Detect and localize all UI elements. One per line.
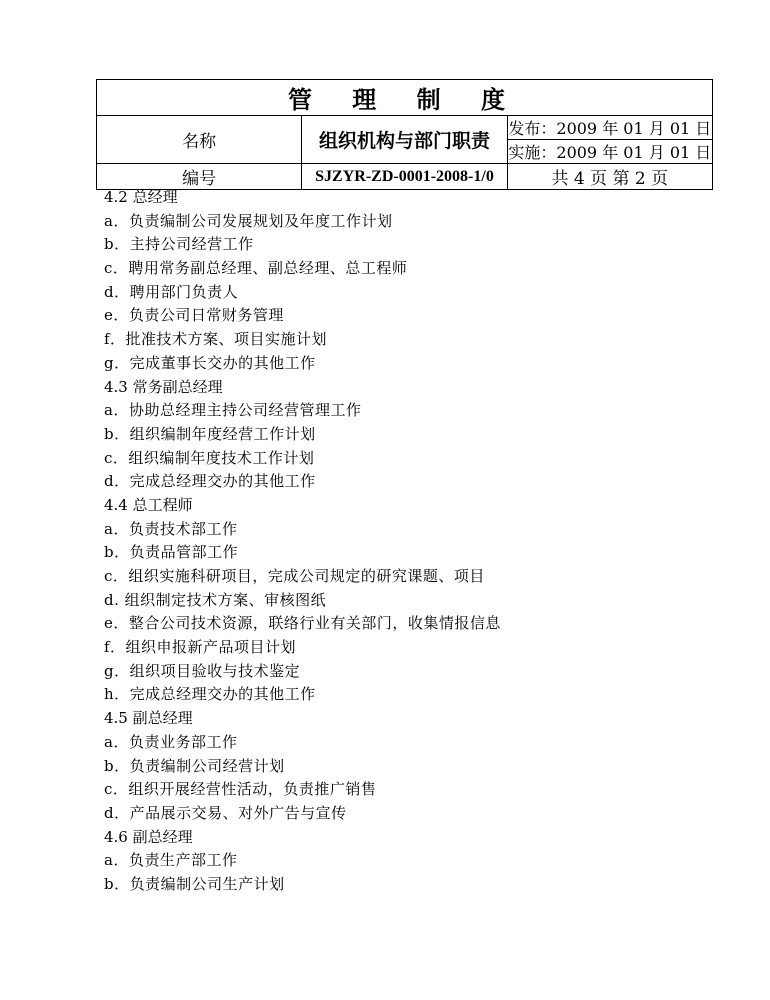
duty-item: c．聘用常务副总经理、副总经理、总工程师 — [104, 259, 408, 278]
duty-item: b．负责编制公司生产计划 — [104, 874, 285, 893]
document-name: 组织机构与部门职责 — [302, 116, 507, 164]
document-title: 管 理 制 度 — [97, 80, 713, 116]
duty-item: c．组织编制年度技术工作计划 — [104, 448, 315, 467]
duty-item: d. 组织制定技术方案、审核图纸 — [104, 590, 327, 609]
duty-item: d．聘用部门负责人 — [104, 282, 239, 301]
duty-item: a．负责编制公司发展规划及年度工作计划 — [104, 211, 393, 230]
duty-item: a．负责生产部工作 — [104, 851, 238, 870]
duty-item: b．负责编制公司经营计划 — [104, 756, 285, 775]
duty-item: a．协助总经理主持公司经营管理工作 — [104, 401, 362, 420]
duty-item: f．组织申报新产品项目计划 — [104, 638, 297, 657]
section-heading: 4.4 总工程师 — [104, 495, 193, 514]
duty-item: e．整合公司技术资源，联络行业有关部门，收集情报信息 — [104, 614, 501, 633]
section-heading: 4.5 副总经理 — [104, 709, 193, 728]
page-info: 共 4 页 第 2 页 — [507, 164, 712, 190]
duty-item: a．负责技术部工作 — [104, 519, 238, 538]
section-heading: 4.6 副总经理 — [104, 827, 193, 846]
issue-date: 发布：2009 年 01 月 01 日 — [507, 116, 712, 140]
document-code: SJZYR-ZD-0001-2008-1/0 — [302, 164, 507, 190]
name-label: 名称 — [97, 116, 302, 164]
duty-item: e．负责公司日常财务管理 — [104, 306, 284, 325]
duty-item: a．负责业务部工作 — [104, 732, 238, 751]
duty-item: b．主持公司经营工作 — [104, 235, 254, 254]
effective-date: 实施：2009 年 01 月 01 日 — [507, 140, 712, 164]
duty-item: g．组织项目验收与技术鉴定 — [104, 661, 301, 680]
duty-item: d．完成总经理交办的其他工作 — [104, 472, 316, 491]
document-header-table — [96, 79, 713, 190]
duty-item: f．批准技术方案、项目实施计划 — [104, 330, 328, 349]
duty-item: d．产品展示交易、对外广告与宣传 — [104, 803, 347, 822]
section-heading: 4.3 常务副总经理 — [104, 377, 223, 396]
duty-item: h．完成总经理交办的其他工作 — [104, 685, 316, 704]
duty-item: c．组织开展经营性活动，负责推广销售 — [104, 780, 377, 799]
duty-item: b．负责品管部工作 — [104, 543, 239, 562]
duty-item: g．完成董事长交办的其他工作 — [104, 353, 316, 372]
section-heading: 4.2 总经理 — [104, 188, 178, 206]
duty-item: b．组织编制年度经营工作计划 — [104, 424, 316, 443]
code-label: 编号 — [97, 164, 302, 190]
document-body — [104, 186, 744, 897]
duty-item: c．组织实施科研项目，完成公司规定的研究课题、项目 — [104, 567, 485, 585]
